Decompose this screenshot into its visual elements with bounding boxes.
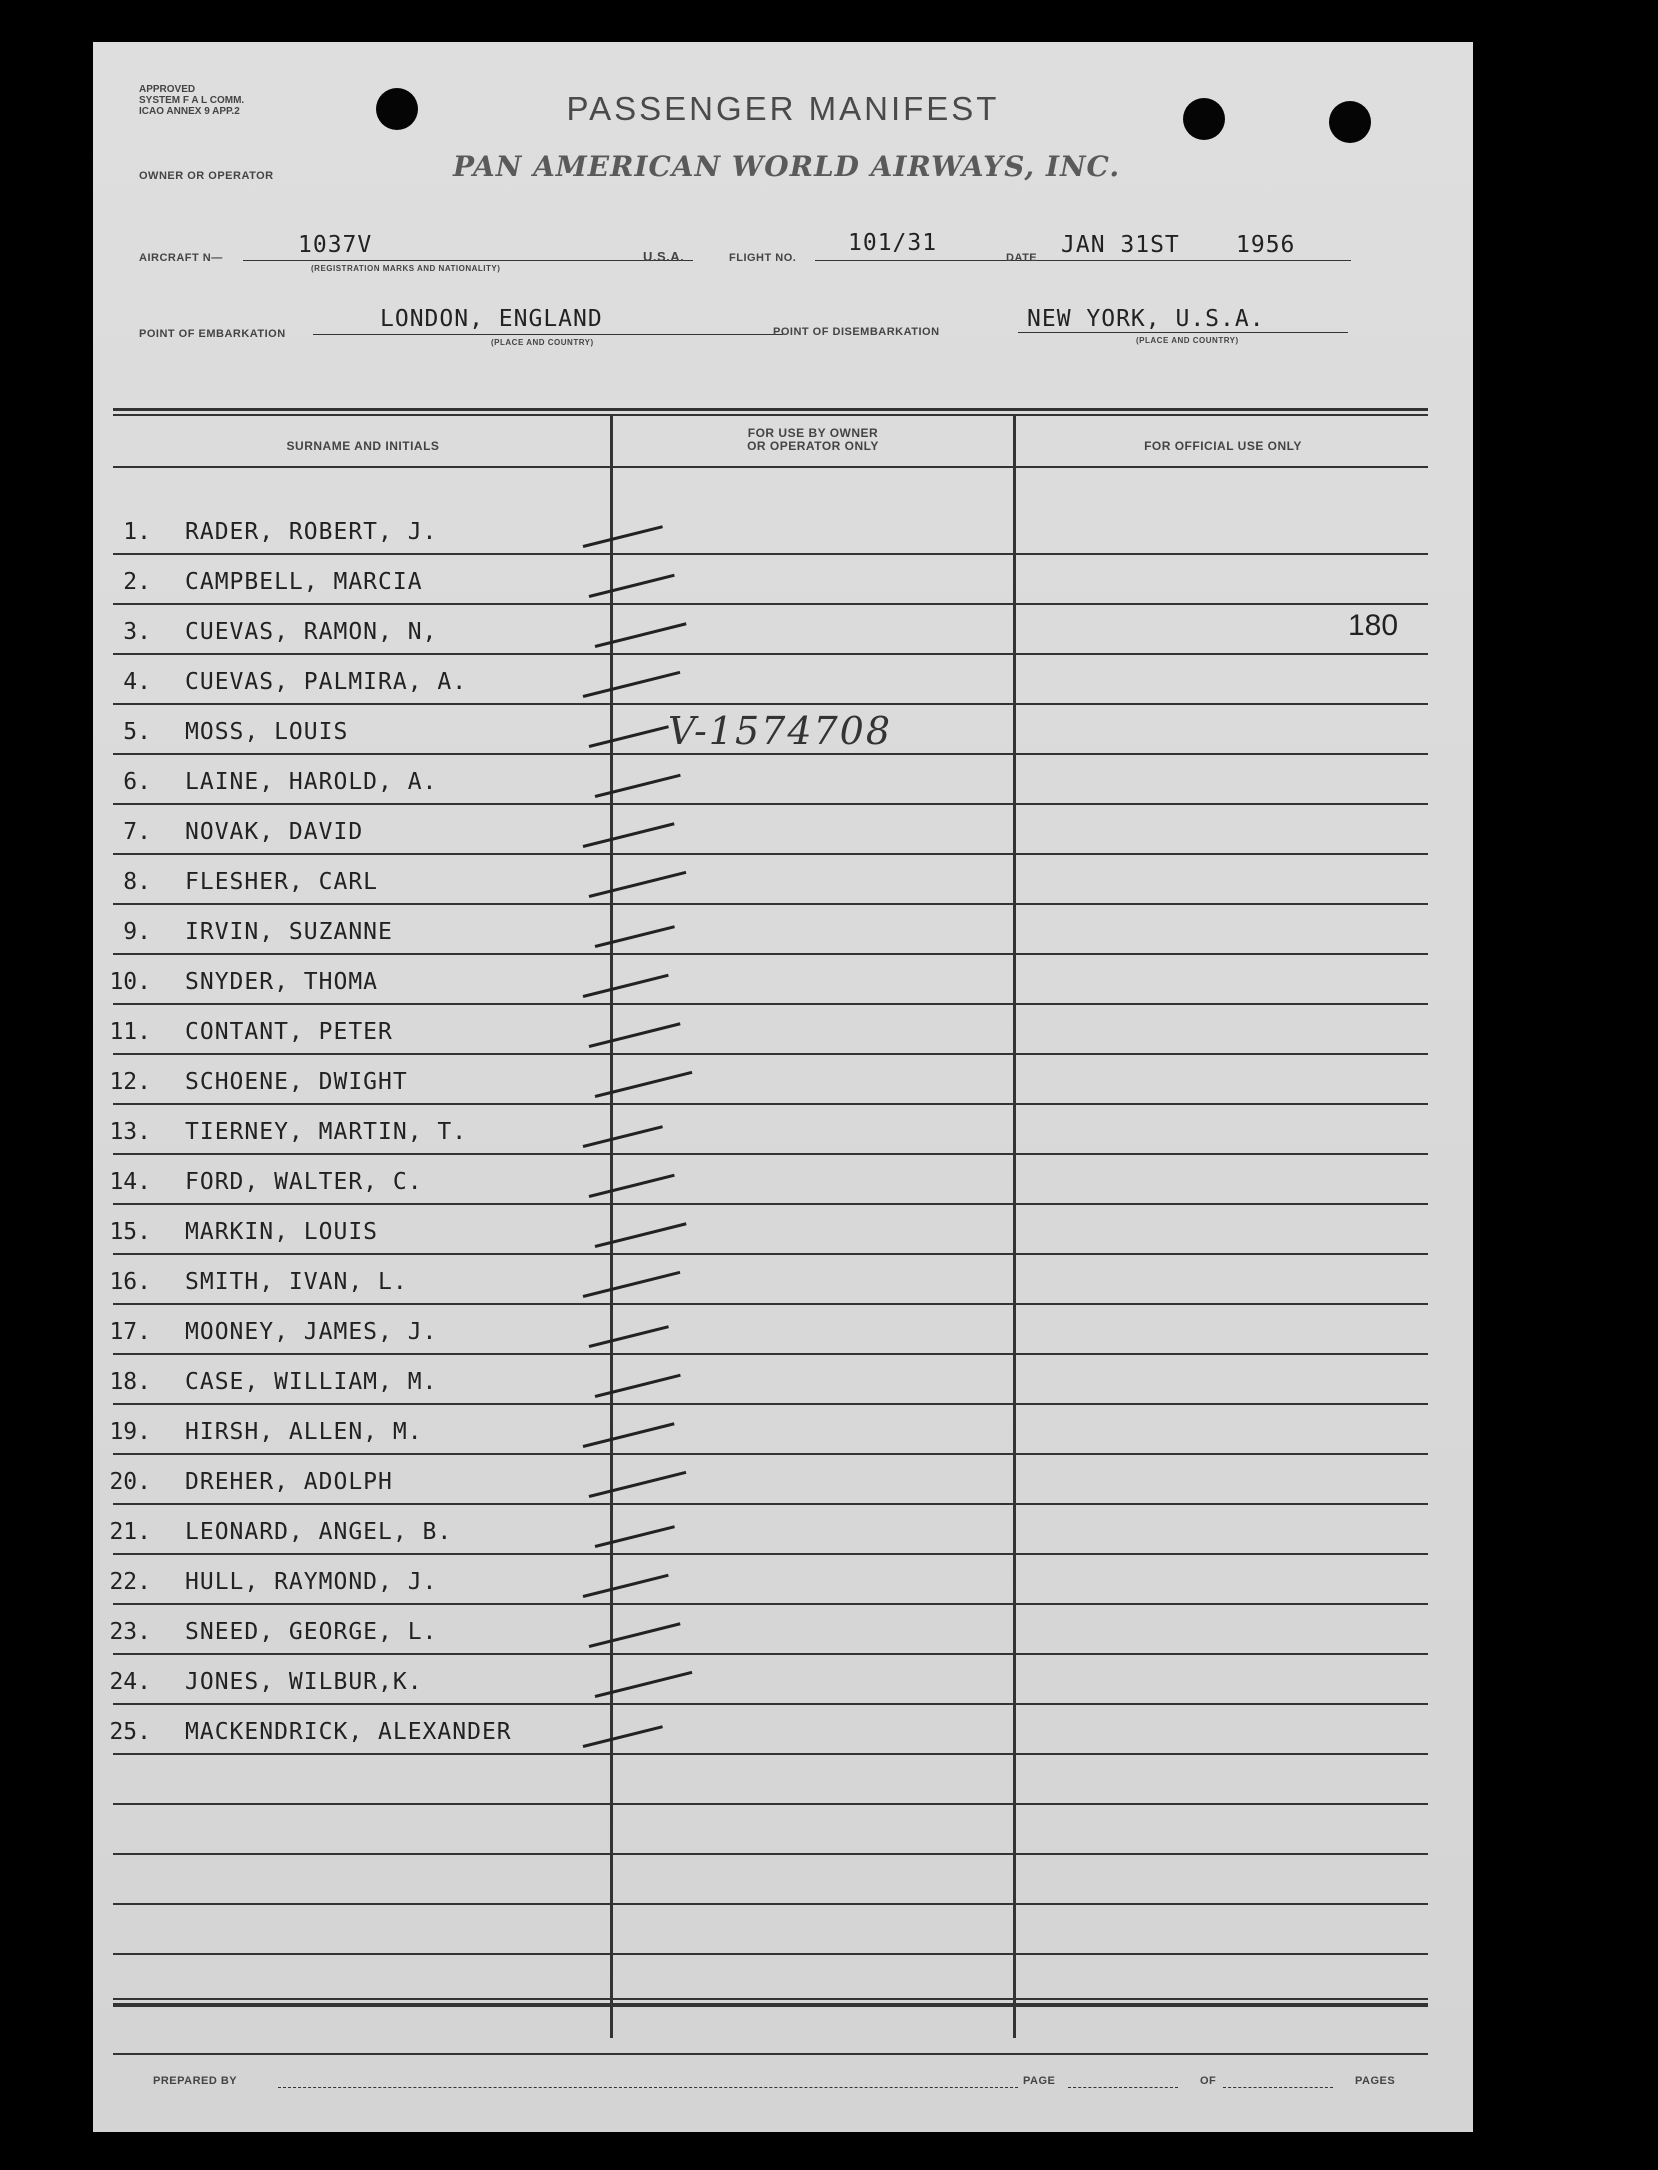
check-mark — [589, 574, 675, 598]
date-label: DATE — [1006, 252, 1038, 264]
row-rule — [113, 1403, 1428, 1405]
passenger-number: 20. — [109, 1469, 151, 1495]
check-mark — [583, 1422, 675, 1448]
passenger-number: 7. — [123, 819, 151, 845]
check-mark — [595, 774, 681, 798]
header-bottom-rule — [113, 466, 1428, 468]
row-rule — [113, 903, 1428, 905]
embark-sub: (PLACE AND COUNTRY) — [491, 338, 594, 347]
table-bottom-rule — [113, 1998, 1428, 2000]
page-line — [1068, 2087, 1178, 2088]
row-rule — [113, 1603, 1428, 1605]
check-mark — [583, 822, 675, 848]
check-mark — [589, 1022, 681, 1048]
table-top-rule — [113, 408, 1428, 411]
passenger-number: 12. — [109, 1069, 151, 1095]
check-mark — [583, 1725, 663, 1748]
passenger-name: LEONARD, ANGEL, B. — [185, 1519, 453, 1545]
check-mark — [595, 1222, 687, 1248]
check-mark — [583, 1574, 669, 1598]
row-rule — [113, 1703, 1428, 1705]
passenger-name: CASE, WILLIAM, M. — [185, 1369, 438, 1395]
date-line — [1051, 260, 1351, 261]
row-rule — [113, 1453, 1428, 1455]
row-rule — [113, 953, 1428, 955]
passenger-name: RADER, ROBERT, J. — [185, 519, 438, 545]
row-rule — [113, 1553, 1428, 1555]
row-rule — [113, 653, 1428, 655]
passenger-name: CUEVAS, RAMON, N, — [185, 619, 438, 645]
official-note: 180 — [1348, 609, 1399, 642]
owner-label: OWNER OR OPERATOR — [139, 170, 274, 182]
passenger-number: 6. — [123, 769, 151, 795]
row-rule — [113, 1203, 1428, 1205]
check-mark — [583, 974, 669, 998]
check-mark — [589, 1325, 669, 1348]
passenger-name: MACKENDRICK, ALEXANDER — [185, 1719, 512, 1745]
page-label: PAGE — [1023, 2075, 1056, 2087]
disembark-label: POINT OF DISEMBARKATION — [773, 326, 940, 338]
passenger-number: 19. — [109, 1419, 151, 1445]
flight-value: 101/31 — [848, 230, 938, 256]
passenger-number: 8. — [123, 869, 151, 895]
passenger-name: CAMPBELL, MARCIA — [185, 569, 423, 595]
row-rule — [113, 1853, 1428, 1855]
of-label: OF — [1200, 2075, 1217, 2087]
passenger-number: 15. — [109, 1219, 151, 1245]
row-rule — [113, 1153, 1428, 1155]
passenger-number: 9. — [123, 919, 151, 945]
passenger-name: MOONEY, JAMES, J. — [185, 1319, 438, 1345]
check-mark — [583, 1125, 663, 1148]
year-value: 1956 — [1236, 232, 1296, 258]
check-mark — [589, 1622, 681, 1648]
passenger-name: NOVAK, DAVID — [185, 819, 364, 845]
aircraft-sub: (REGISTRATION MARKS AND NATIONALITY) — [311, 264, 501, 273]
passenger-name: MOSS, LOUIS — [185, 719, 349, 745]
passenger-number: 1. — [123, 519, 151, 545]
passenger-name: CONTANT, PETER — [185, 1019, 393, 1045]
passenger-name: JONES, WILBUR,K. — [185, 1669, 423, 1695]
row-rule — [113, 1103, 1428, 1105]
passenger-name: SCHOENE, DWIGHT — [185, 1069, 408, 1095]
row-rule — [113, 1803, 1428, 1805]
passenger-name: LAINE, HAROLD, A. — [185, 769, 438, 795]
passenger-name: TIERNEY, MARTIN, T. — [185, 1119, 468, 1145]
embark-value: LONDON, ENGLAND — [380, 306, 603, 332]
table-top-rule — [113, 414, 1428, 416]
passenger-name: HULL, RAYMOND, J. — [185, 1569, 438, 1595]
passenger-number: 16. — [109, 1269, 151, 1295]
owner-column-header-text: FOR USE BY OWNER OR OPERATOR ONLY — [747, 426, 879, 453]
disembark-value: NEW YORK, U.S.A. — [1027, 306, 1265, 332]
row-rule — [113, 1653, 1428, 1655]
aircraft-value: 1037V — [298, 232, 373, 258]
row-rule — [113, 1903, 1428, 1905]
row-rule — [113, 2053, 1428, 2055]
passenger-name: MARKIN, LOUIS — [185, 1219, 379, 1245]
embark-label: POINT OF EMBARKATION — [139, 328, 286, 340]
owner-column-header — [623, 427, 1003, 453]
passenger-number: 21. — [109, 1519, 151, 1545]
table-bottom-rule — [113, 2004, 1428, 2007]
passenger-number: 2. — [123, 569, 151, 595]
prepared-by-line — [278, 2087, 1018, 2088]
passenger-number: 18. — [109, 1369, 151, 1395]
check-mark — [583, 525, 663, 548]
passenger-name: FORD, WALTER, C. — [185, 1169, 423, 1195]
passenger-name: SNEED, GEORGE, L. — [185, 1619, 438, 1645]
pages-label: PAGES — [1355, 2075, 1396, 2087]
passenger-number: 17. — [109, 1319, 151, 1345]
row-rule — [113, 753, 1428, 755]
row-rule — [113, 1753, 1428, 1755]
row-rule — [113, 1303, 1428, 1305]
disembark-sub: (PLACE AND COUNTRY) — [1136, 336, 1239, 345]
prepared-by-label: PREPARED BY — [153, 2075, 238, 2087]
row-rule — [113, 1353, 1428, 1355]
row-rule — [113, 1053, 1428, 1055]
row-rule — [113, 853, 1428, 855]
manifest-sheet — [93, 42, 1473, 2132]
official-column-header: FOR OFFICIAL USE ONLY — [1144, 439, 1302, 453]
check-mark — [583, 671, 681, 698]
form-title: PASSENGER MANIFEST — [566, 90, 1000, 127]
passenger-name: CUEVAS, PALMIRA, A. — [185, 669, 468, 695]
date-value: JAN 31ST — [1061, 232, 1180, 258]
passenger-number: 14. — [109, 1169, 151, 1195]
row-rule — [113, 703, 1428, 705]
operator-name: PAN AMERICAN WORLD AIRWAYS, INC. — [453, 150, 1121, 183]
aircraft-label: AIRCRAFT N— — [139, 252, 223, 264]
row-rule — [113, 553, 1428, 555]
passenger-name: SMITH, IVAN, L. — [185, 1269, 408, 1295]
of-line — [1223, 2087, 1333, 2088]
check-mark — [589, 1174, 675, 1198]
row-rule — [113, 1003, 1428, 1005]
passenger-number: 3. — [123, 619, 151, 645]
embark-line — [313, 334, 783, 335]
check-mark — [595, 925, 675, 948]
check-mark — [589, 871, 687, 898]
nationality-label: U.S.A. — [643, 249, 685, 264]
passenger-number: 24. — [109, 1669, 151, 1695]
passenger-number: 5. — [123, 719, 151, 745]
row-rule — [113, 1253, 1428, 1255]
passenger-number: 25. — [109, 1719, 151, 1745]
passenger-name: FLESHER, CARL — [185, 869, 379, 895]
aircraft-line — [243, 260, 693, 261]
check-mark — [595, 622, 687, 648]
surname-column-header: SURNAME AND INITIALS — [286, 439, 440, 453]
passenger-name: SNYDER, THOMA — [185, 969, 379, 995]
row-rule — [113, 1503, 1428, 1505]
column-divider — [1013, 416, 1016, 2038]
passenger-number: 22. — [109, 1569, 151, 1595]
passenger-number: 4. — [123, 669, 151, 695]
passenger-number: 13. — [109, 1119, 151, 1145]
passenger-number: 10. — [109, 969, 151, 995]
flight-label: FLIGHT NO. — [729, 252, 797, 264]
passenger-name: DREHER, ADOLPH — [185, 1469, 393, 1495]
passenger-name: IRVIN, SUZANNE — [185, 919, 393, 945]
check-mark — [595, 1525, 675, 1548]
row-rule — [113, 1953, 1428, 1955]
check-mark — [589, 725, 669, 748]
check-mark — [589, 1471, 687, 1498]
check-mark — [595, 1374, 681, 1398]
row-rule — [113, 803, 1428, 805]
approval-stamp: APPROVED SYSTEM F A L COMM. ICAO ANNEX 9 APP.2 — [139, 84, 245, 117]
passenger-number: 11. — [109, 1019, 151, 1045]
check-mark — [583, 1271, 681, 1298]
column-divider — [610, 416, 613, 2038]
passenger-name: HIRSH, ALLEN, M. — [185, 1419, 423, 1445]
passenger-number: 23. — [109, 1619, 151, 1645]
handwritten-note: V-1574708 — [668, 709, 893, 753]
disembark-line — [1018, 332, 1348, 333]
row-rule — [113, 603, 1428, 605]
